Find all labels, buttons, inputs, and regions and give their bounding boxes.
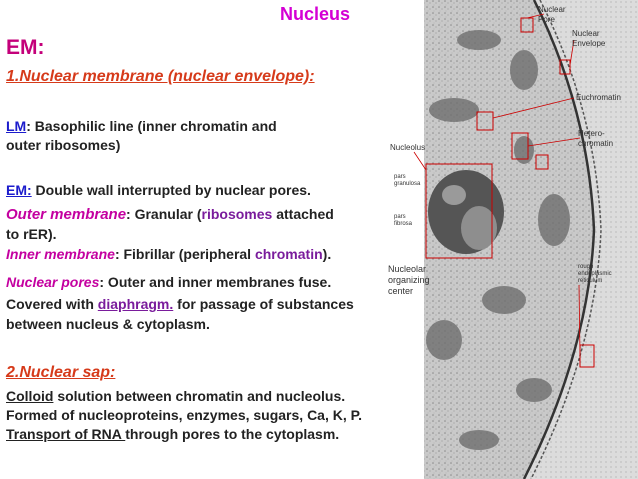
nucleus-micrograph (384, 0, 638, 479)
nuclear-pores-text: : Outer and inner membranes fuse. (99, 274, 332, 290)
inner-membrane-label: Inner membrane (6, 246, 115, 262)
outer-membrane-text2: attached (272, 206, 334, 222)
ribosomes-word: ribosomes (201, 206, 273, 222)
inner-membrane-text1: : Fibrillar (peripheral (114, 246, 255, 262)
transport-text: through pores to the cytoplasm. (125, 426, 340, 442)
outer-membrane-label: Outer membrane (6, 206, 127, 223)
label-nucleolar-3: center (388, 286, 414, 296)
lm-line2: outer ribosomes) (6, 137, 121, 153)
section1-heading: 1.Nuclear membrane (nuclear envelope): (6, 68, 315, 85)
label-pars-fibrosa-2: fibrosa (394, 221, 413, 227)
label-nuclear-envelope-2: Envelope (572, 39, 606, 48)
outer-membrane-line2: to rER). (6, 226, 57, 242)
label-pars-granulosa-1: pars (394, 174, 406, 180)
em-line (6, 182, 311, 198)
colloid-text: solution between chromatin and nucleolus. (53, 388, 346, 404)
label-pars-granulosa-2: granulosa (394, 181, 421, 187)
label-nuclear-envelope-1: Nuclear (572, 29, 600, 38)
label-heterochromatin-1: Hetero- (578, 129, 605, 138)
slide-title: Nucleus (280, 4, 351, 24)
label-pars-fibrosa-1: pars (394, 214, 406, 220)
em-label: EM: (6, 182, 32, 198)
em-text: Double wall interrupted by nuclear pores. (31, 182, 311, 198)
label-rer-1: rough (578, 264, 594, 270)
transport-link[interactable]: Transport of RNA (6, 426, 126, 442)
label-nuclear-pore-2: Pore (538, 15, 555, 24)
label-nucleolar-1: Nucleolar (388, 264, 427, 274)
covered-text1: Covered with (6, 296, 98, 312)
covered-text2: for passage of substances (173, 296, 354, 312)
label-nucleolar-2: organizing (388, 275, 430, 285)
label-rer-3: reticulum (578, 278, 603, 284)
lm-label: LM (6, 118, 27, 134)
nucleolus-shape (428, 170, 504, 254)
label-heterochromatin-2: chromatin (578, 139, 614, 148)
chromatin-word: chromatin (254, 246, 323, 262)
transport-line (6, 426, 339, 442)
covered-line (6, 296, 354, 312)
section2-heading: 2.Nuclear sap: (6, 364, 116, 381)
nuclear-pores-line (6, 274, 331, 290)
lm-text: : Basophilic line (inner chromatin and (26, 118, 277, 134)
inner-membrane-line (6, 246, 331, 262)
lm-line (6, 118, 277, 134)
label-euchromatin: Euchromatin (576, 93, 621, 102)
outer-membrane-line (6, 206, 334, 223)
between-line: between nucleus & cytoplasm. (6, 316, 210, 332)
label-nuclear-pore-1: Nuclear (538, 5, 566, 14)
inner-membrane-text2: ). (322, 246, 332, 262)
colloid-word: Colloid (6, 388, 54, 404)
em-heading: EM: (6, 36, 45, 59)
diaphragm-link[interactable]: diaphragm. (97, 296, 174, 312)
formed-line: Formed of nucleoproteins, enzymes, sugars, Ca, K, P. (6, 407, 363, 423)
label-rer-2: endoplasmic (578, 271, 612, 277)
label-nucleolus: Nucleolus (390, 143, 426, 152)
colloid-line (6, 388, 345, 404)
nuclear-pores-label: Nuclear pores (6, 274, 100, 290)
outer-membrane-text1: : Granular ( (126, 206, 202, 222)
